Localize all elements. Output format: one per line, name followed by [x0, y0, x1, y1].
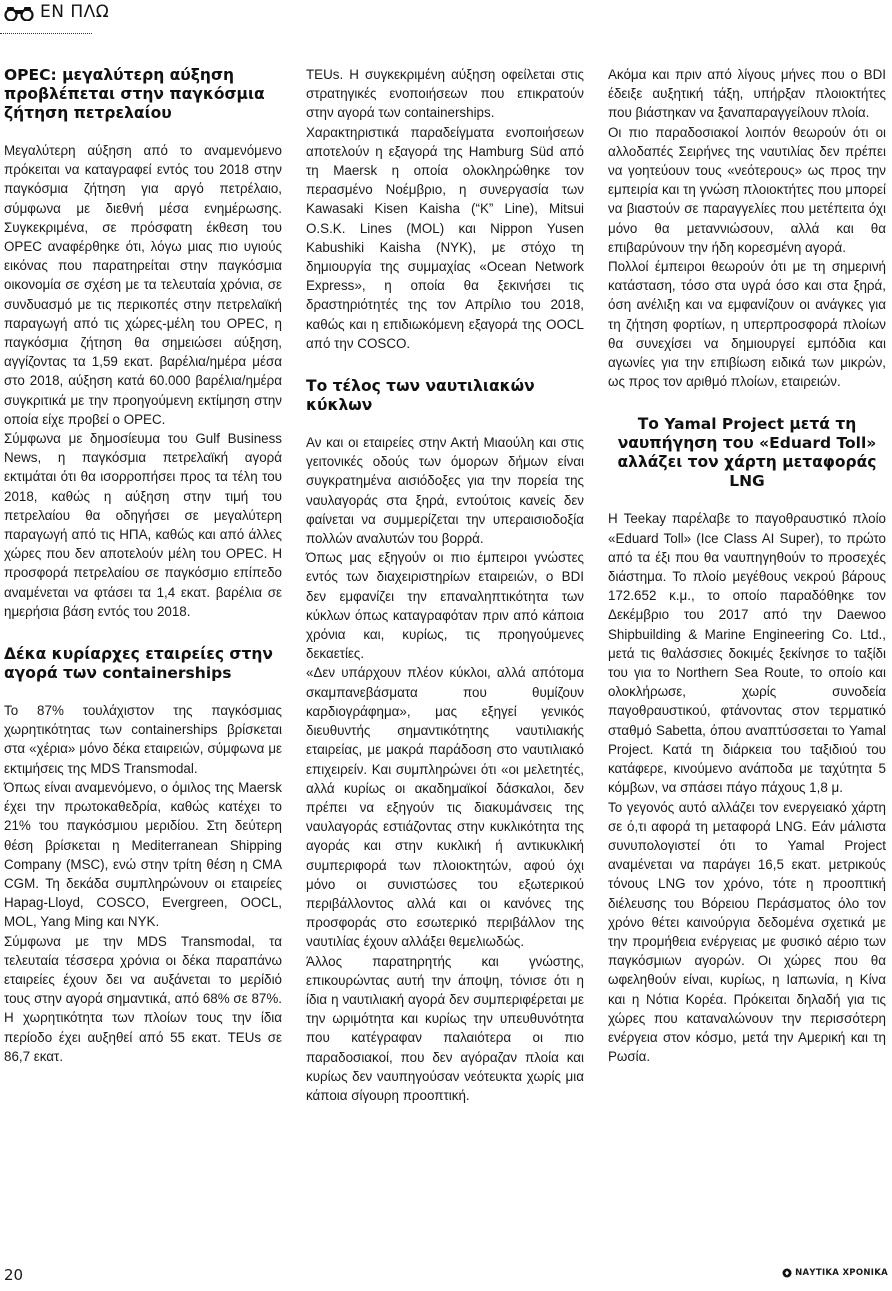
article-paragraph: Σύμφωνα με δημοσίευμα του Gulf Business News, η παγκόσμια πετρελαϊκή αγορά εκτιμάται ότι θα ισορροπήσει προς τα τέλη του 2018, καθώς η αύξηση στην τιμή του πετρελαίου θα οδηγήσει σε μεγαλύτερη παραγωγή από τις ΗΠΑ, καθώς και από άλλες χώρες που δεν αποτελούν μέλη του OPEC. Η προσφορά πετρελαίου σε παγκόσμιο επίπεδο αναμένεται να φτάσει τα 1,4 εκατ. βαρέλια σε ημερήσια βάση εντός του 2018. [4, 431, 282, 619]
article-paragraph: Το 87% τουλάχιστον της παγκόσμιας χωρητικότητας των containerships βρίσκεται στα «χέρια» μόνο δέκα εταιρειών, σύμφωνα με εκτιμήσεις της MDS Transmodal. [4, 703, 282, 776]
article-heading: Δέκα κυρίαρχες εταιρείες στην αγορά των containerships [4, 645, 273, 683]
article-heading: Το Yamal Project μετά τη ναυπήγηση του «Eduard Toll» αλλάζει τον χάρτη μεταφοράς LNG [617, 415, 877, 491]
article-paragraph: Μεγαλύτερη αύξηση από το αναμενόμενο πρόκειται να καταγραφεί εντός του 2018 στην παγκόσμια ζήτηση για αργό πετρέλαιο, σύμφωνα με διεθνή μέσα ενημέρωσης. Συγκεκριμένα, σε πρόσφατη έκθεση του OPEC αναφέρθηκε ότι, λόγω μιας πιο υγιούς εικόνας που παρατηρείται στην παγκόσμια οικονομία σε σχέση με τα τελευταία χρόνια, σε συνδυασμό με τις περικοπές στην πετρελαϊκή παραγωγή από τις χώρες-μέλη του OPEC, η παγκόσμια ζήτηση θα σημειώσει αύξηση, αγγίζοντας τα 1,59 εκατ. βαρέλια/ημέρα μέσα στο 2018, αύξηση κατά 60.000 βαρέλια/ημέρα συγκριτικά με την προηγούμενη εκτίμηση στην οποία είχε προβεί ο OPEC. [4, 143, 282, 427]
publication-brand [782, 1268, 888, 1278]
header-divider [0, 33, 92, 34]
binoculars-icon [4, 5, 34, 21]
page-number: 20 [4, 1266, 24, 1284]
article-paragraph: Ακόμα και πριν από λίγους μήνες που ο BDI έδειξε αυξητική τάξη, υπήρξαν πλοιοκτήτες που βιάστηκαν να ξαναπαραγγείλουν πλοία. [608, 67, 886, 121]
article-paragraph: Η Teekay παρέλαβε το παγοθραυστικό πλοίο «Eduard Toll» (Ice Class AI Super), το πρώτο από τα έξι που θα ναυπηγηθούν το προσεχές διάστημα. Το πλοίο μεγέθους νεκρού βάρους 172.652 κ.μ., το οποίο παραδόθηκε τον Δεκέμβριο του 2017 από την Daewoo Shipbuilding & Marine Engineering Co. Ltd., μετά τις θαλάσσιες δοκιμές ξεκίνησε το ταξίδι του για το Northern Sea Route, το οποίο και ολοκλήρωσε, χωρίς συνοδεία παγοθραυστικού, φτάνοντας στον τερματικό σταθμό Sabetta, όπου αναπτύσσεται το Yamal Project. Κατά τη διάρκεια του ταξιδιού του κατάφερε, κινούμενο ανάποδα με ταχύτητα 5 κόμβων, να σπάσει πάγο πάχους 1,8 μ. [608, 511, 886, 796]
article-paragraph: «Δεν υπάρχουν πλέον κύκλοι, αλλά απότομα σκαμπανεβάσματα που θυμίζουν καρδιογράφημα», μας εξηγεί γενικός διευθυντής σημαντικότητης ναυτιλιακής εταιρείας, με μακρά παράδοση στο ναυτιλιακό επιχειρείν. Και συμπληρώνει ότι «οι μελετητές, αλλά κυρίως οι ακαδημαϊκοί δάσκαλοι, δεν πρέπει να εξηγούν τις διακυμάνσεις της ναυλαγοράς εστιάζοντας στην κυκλικότητα της αγοράς και στην κυκλική ή αντικυκλική συμπεριφορά των πλοιοκτητών, αφού όχι μόνο οι συνιστώσες του εξωτερικού περιβάλλοντος αλλά και οι κανόνες της προσφοράς στο εσωτερικό περιβάλλον της ναυτιλίας έχουν αλλάξει θεμελιωδώς. [306, 665, 584, 950]
page-header [0, 0, 892, 36]
article-column-2 [306, 65, 584, 1105]
brand-logo-icon [782, 1268, 792, 1278]
article-paragraph: TEUs. Η συγκεκριμένη αύξηση οφείλεται στις στρατηγικές ενοποιήσεων που επικρατούν στην αγορά των containerships. [306, 67, 584, 121]
article-paragraph: Όπως μας εξηγούν οι πιο έμπειροι γνώστες εντός των διαχειριστηρίων εταιρειών, ο BDI δεν εμφανίζει την επαναληπτικότητα των κύκλων όπως καταγραφόταν πριν από κάποια χρόνια και, κυρίως, τις προηγούμενες δεκαετίες. [306, 550, 584, 662]
article-paragraph: Χαρακτηριστικά παραδείγματα ενοποιήσεων αποτελούν η εξαγορά της Hamburg Süd από τη Maersk η οποία ολοκληρώθηκε τον περασμένο Νοέμβριο, η συνεργασία των Kawasaki Kisen Kaisha (“K” Line), Mitsui O.S.K. Lines (MOL) και Nippon Yusen Kabushiki Kaisha (NYK), με στόχο τη δημιουργία της συμμαχίας «Ocean Network Express», η οποία θα ξεκινήσει τις δραστηριότητές της τον Απρίλιο του 2018, καθώς και η επιδιωκόμενη εξαγορά της OOCL από την COSCO. [306, 124, 584, 351]
article-paragraph: Άλλος παρατηρητής και γνώστης, επικουρώντας αυτή την άποψη, τόνισε ότι η ίδια η ναυτιλιακή αγορά δεν συμπεριφέρεται με την ωριμότητα και κυρίως την υπευθυνότητα που κατέγραφαν παλαιότερα οι πιο παραδοσιακοί, που δεν αγόραζαν πλοία και κυρίως δεν ναυπηγούσαν νεότευκτα χωρίς μια κάποια σίγουρη προοπτική. [306, 953, 584, 1103]
article-paragraph: Όπως είναι αναμενόμενο, ο όμιλος της Maersk έχει την πρωτοκαθεδρία, καθώς κατέχει το 21% του παγκόσμιου μεριδίου. Στη δεύτερη θέση βρίσκεται η Mediterranean Shipping Company (MSC), ενώ στην τρίτη θέση η CMA CGM. Τη δεκάδα συμπληρώνουν οι εταιρείες Hapag-Lloyd, COSCO, Evergreen, OOCL, MOL, Yang Ming και NYK. [4, 779, 282, 930]
article-paragraph: Το γεγονός αυτό αλλάζει τον ενεργειακό χάρτη σε ό,τι αφορά τη μεταφορά LNG. Εάν μάλιστα συνυπολογιστεί ότι το Yamal Project αναμένεται να παράγει 16,5 εκατ. μετρικούς τόνους LNG τον χρόνο, τότε η προοπτική διέλευσης του Βόρειου Περάσματος όλο τον χρόνο θέτει καινούργια δεδομένα σχετικά με την προμήθεια ενέργειας με φυσικό αέριο των παγκόσμιων αγορών. Οι χώρες που θα ωφεληθούν είναι, κυρίως, η Ιαπωνία, η Κίνα και η Νότια Κορέα. Πρόκειται δηλαδή για τις χώρες που καταναλώνουν την περισσότερη ενέργεια στον κόσμο, μετά την Αμερική και τη Ρωσία. [608, 799, 886, 1065]
article-column-3 [608, 65, 886, 1066]
article-paragraph: Σύμφωνα με την MDS Transmodal, τα τελευταία τέσσερα χρόνια οι δέκα παραπάνω εταιρείες έχουν δει να αυξάνεται το μερίδιό τους στην αγορά σημαντικά, από 68% σε 87%. Η χωρητικότητα των πλοίων τους την ίδια περίοδο έχει αυξηθεί από 55 εκατ. TEUs σε 86,7 εκατ. [4, 933, 282, 1064]
article-heading: OPEC: μεγαλύτερη αύξηση προβλέπεται στην παγκόσμια ζήτηση πετρελαίου [4, 66, 265, 122]
article-paragraph: Αν και οι εταιρείες στην Ακτή Μιαούλη και στις γειτονικές οδούς των όμορων δήμων είναι συγκρατημένα αισιόδοξες για την πορεία της ναυλαγοράς στα ξηρά, εντούτοις κανείς δεν φαίνεται να συμμερίζεται την υπεραισιοδοξία πολλών αναλυτών του βορρά. [306, 435, 584, 547]
article-column-1 [4, 66, 282, 1066]
page-footer [0, 1262, 892, 1288]
brand-name: ΝΑΥΤΙΚΑ ΧΡΟΝΙΚΑ [795, 1268, 888, 1278]
section-label: ΕΝ ΠΛΩ [40, 2, 110, 22]
article-paragraph: Πολλοί έμπειροι θεωρούν ότι με τη σημερινή κατάσταση, τόσο στα υγρά όσο και στα ξηρά, όση ανέλιξη και να εμφανίζουν οι ανάγκες για τη ζήτηση φορτίων, η υπερπροσφορά πλοίων θα συνεχίσει να δημιουργεί εμπόδια και αγωνίες για την επιβίωση ειδικά των μικρών, ως προς τον αριθμό πλοίων, εταιρειών. [608, 259, 886, 390]
article-paragraph: Οι πιο παραδοσιακοί λοιπόν θεωρούν ότι οι αλλοδαπές Σειρήνες της ναυτιλίας δεν πρέπει να γοητεύουν τους «νεότερους» ως προς την εμπειρία και τη γνώση πλοιοκτήτες που μπορεί να βιαστούν σε παραγγελίες που μετέπειτα όχι μόνο θα μεταννιώσουν, αλλά και θα επιβαρύνουν την ήδη κορεσμένη αγορά. [608, 124, 886, 255]
article-heading: Το τέλος των ναυτιλιακών κύκλων [306, 377, 535, 415]
